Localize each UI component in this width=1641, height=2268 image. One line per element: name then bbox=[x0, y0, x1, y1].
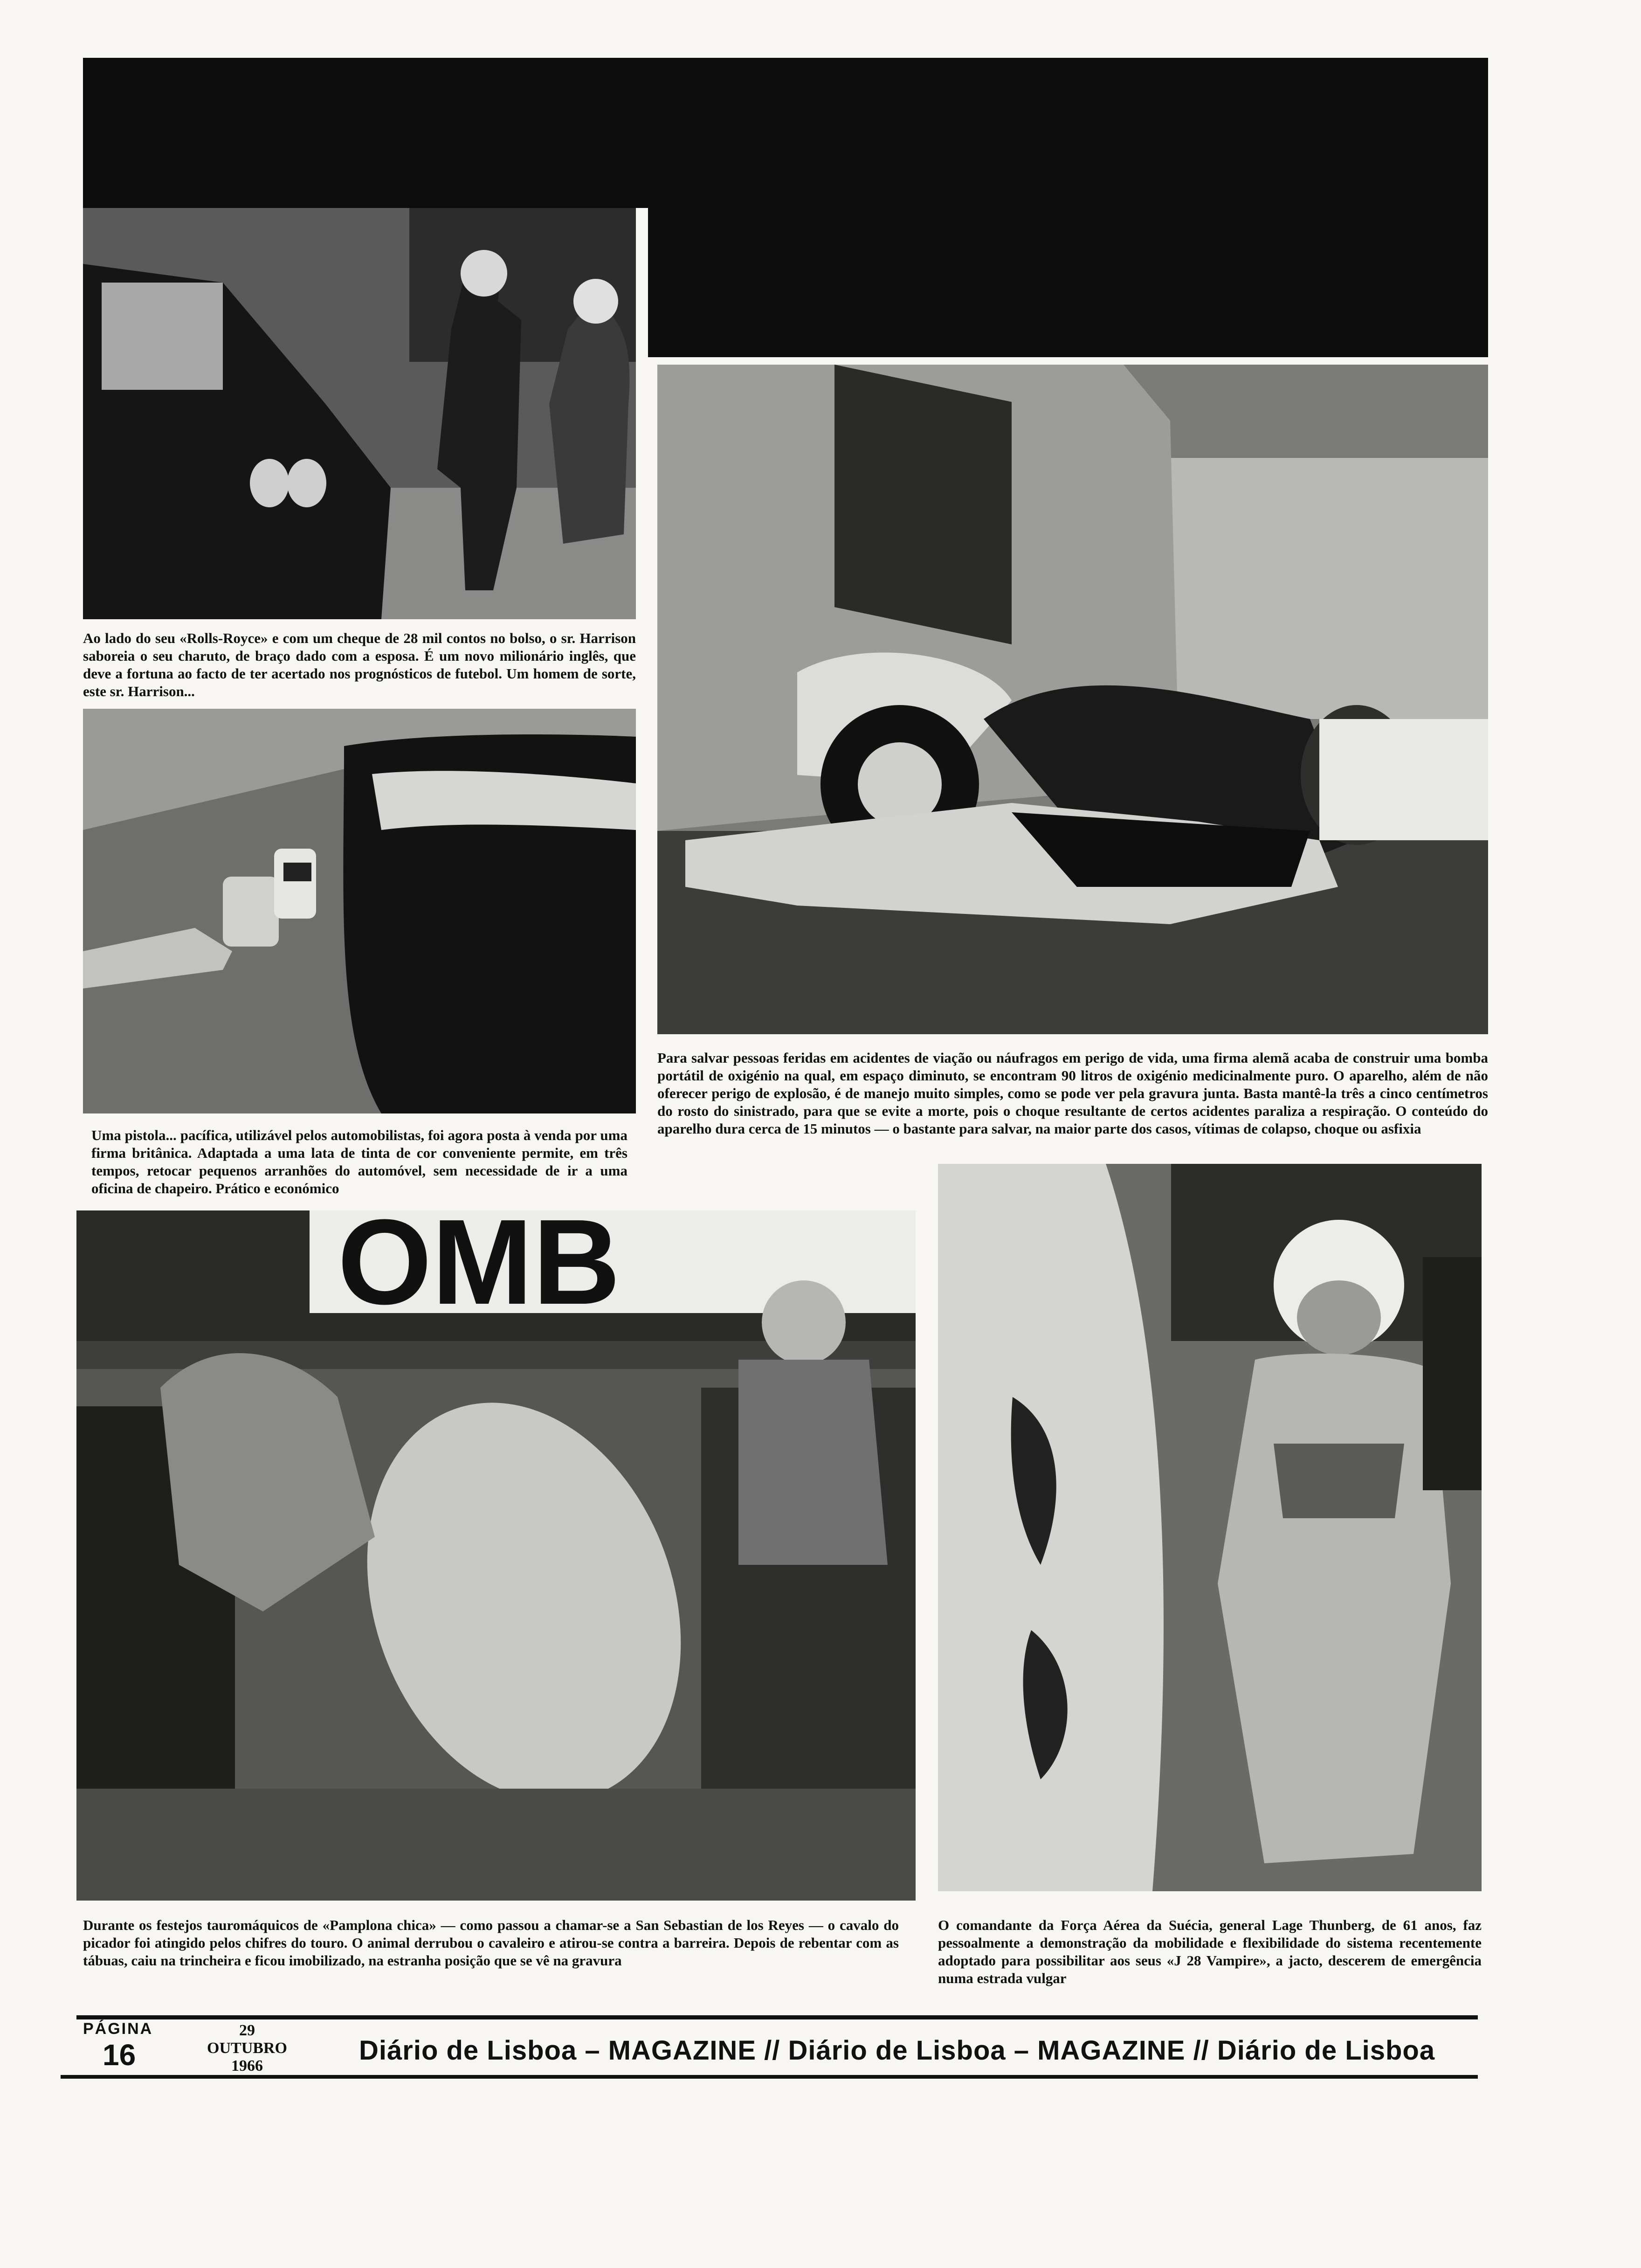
bullring-sign-text: OMB bbox=[338, 1210, 621, 1330]
photo-bullfight-horse bbox=[76, 1210, 916, 1901]
photo-accident-oxygen bbox=[657, 365, 1488, 1034]
caption-bullfight: Durante os festejos tauromáquicos de «Pamplona chica» — como passou a chamar-se a San Sebastian de los Reyes — o cavalo do picador foi atingido pelos chifres do touro. O animal derrubou o cavaleiro e atirou-se contra a barreira. Depois de rebentar com as tábuas, caiu na trincheira e ficou imobilizado, na estranha posição que se vê na gravura bbox=[83, 1917, 899, 1969]
photo-rolls-royce-couple bbox=[83, 208, 636, 619]
photo-swedish-pilot bbox=[938, 1164, 1482, 1891]
caption-swedish-pilot: O comandante da Força Aérea da Suécia, general Lage Thunberg, de 61 anos, faz pessoalmente a demonstração da mobilidade e flexibilidade do sistema recentemente adoptado para possibilitar aos seus «J 28 Vampire», a jacto, descerem de emergência numa estrada vulgar bbox=[938, 1917, 1482, 1986]
photo-paint-pistol bbox=[83, 709, 636, 1113]
date-month: OUTUBRO bbox=[207, 2040, 287, 2057]
top-dark-band bbox=[83, 58, 1488, 208]
page-label: PÁGINA bbox=[83, 2020, 153, 2038]
date-year: 1966 bbox=[231, 2057, 263, 2074]
top-dark-band-right bbox=[648, 205, 1488, 357]
page-number: 16 bbox=[103, 2038, 136, 2072]
caption-accident-oxygen: Para salvar pessoas feridas em acidentes de viação ou náufragos em perigo de vida, uma firma alemã acaba de construir uma bomba portátil de oxigénio na qual, em espaço diminuto, se encontram 90 litros de oxigénio medicinalmente puro. O aparelho, além de não oferecer perigo de explosão, é de manejo muito simples, como se pode ver pela gravura junta. Basta mantê-la três a cinco centímetros do rosto do sinistrado, para que se evite a morte, pois o choque resultante de certos acidentes paraliza a respiração. O conteúdo do aparelho dura cerca de 15 minutos — o bastante para salvar, na maior parte dos casos, vítimas de colapso, choque ou asfixia bbox=[657, 1050, 1488, 1137]
footer-rule-top bbox=[76, 2015, 1478, 2019]
footer-rule-bottom bbox=[61, 2075, 1478, 2079]
caption-paint-pistol: Uma pistola... pacífica, utilizável pelos automobilistas, foi agora posta à venda por uma firma britânica. Adaptada a uma lata de tinta de cor conveniente permite, em três tempos, retocar pequenos arranhões do automóvel, sem necessidade de ir a uma oficina de chapeiro. Prático e económico bbox=[91, 1127, 627, 1196]
date-day: 29 bbox=[239, 2022, 255, 2039]
masthead: Diário de Lisboa – MAGAZINE // Diário de Lisboa – MAGAZINE // Diário de Lisboa bbox=[359, 2035, 1435, 2066]
caption-rolls-royce: Ao lado do seu «Rolls-Royce» e com um cheque de 28 mil contos no bolso, o sr. Harrison saboreia o seu charuto, de braço dado com a esposa. É um novo milionário inglês, que deve a fortuna ao facto de ter acertado nos prognósticos de futebol. Um homem de sorte, este sr. Harrison... bbox=[83, 630, 636, 699]
